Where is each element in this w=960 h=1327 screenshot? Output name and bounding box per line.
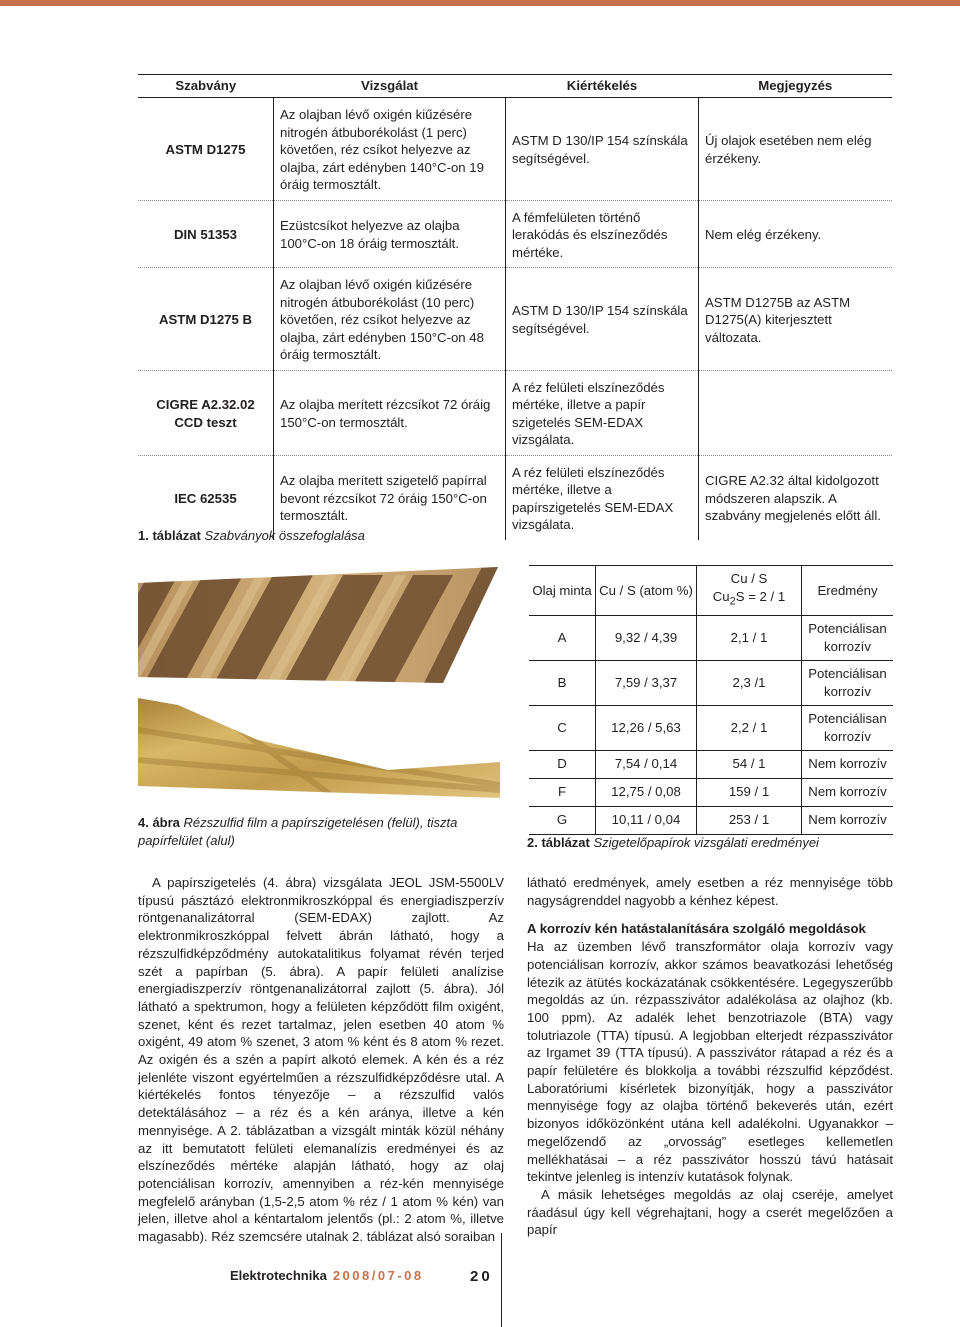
- sample-id: A: [529, 615, 596, 660]
- figure4-caption-number: 4. ábra: [138, 815, 180, 830]
- standard-name: CIGRE A2.32.02 CCD teszt: [138, 370, 274, 455]
- issue-number: 2008/07-08: [332, 1268, 424, 1283]
- body-paragraph: látható eredmények, amely esetben a réz mennyisége több nagyságrenddel nagyobb a kénhez képest.: [527, 875, 893, 908]
- test-description: Ezüstcsíkot helyezve az olajba 100°C-on 18 óráig termosztált.: [274, 200, 506, 268]
- header-cu2s-cu: Cu: [712, 588, 730, 604]
- body-paragraph: A másik lehetséges megoldás az olaj cseréje, amelyet ráadásul úgy kell végrehajtani, hogy a cserét megelőzően a papír: [527, 1186, 893, 1238]
- cu-s-atom: 12,26 / 5,63: [596, 705, 697, 750]
- header-olaj-minta: Olaj minta: [529, 566, 596, 616]
- cu-s-ratio: 253 / 1: [697, 806, 802, 834]
- cu-s-atom: 9,32 / 4,39: [596, 615, 697, 660]
- sample-id: G: [529, 806, 596, 834]
- footer-divider: [501, 1233, 502, 1327]
- result: Potenciálisan korrozív: [802, 615, 894, 660]
- header-kiertekeles: Kiértékelés: [506, 75, 699, 98]
- test-description: Az olajba merített rézcsíkot 72 óráig 150°C-on termosztált.: [274, 370, 506, 455]
- section-heading: A korrozív kén hatástalanítására szolgáló megoldások: [527, 921, 866, 937]
- table-row: [529, 806, 893, 834]
- table-row: [529, 660, 893, 705]
- standards-table-header: [138, 75, 892, 98]
- right-text-column: [527, 874, 893, 1239]
- table-row: [138, 200, 892, 268]
- page-number: 20: [470, 1268, 493, 1285]
- cu-s-ratio: 159 / 1: [697, 778, 802, 806]
- result: Nem korrozív: [802, 778, 894, 806]
- body-paragraph: Ha az üzemben lévő transzformátor olaja korrozív vagy potenciálisan korrozív, akkor számos beavatkozási lehetőség létezik az ätütés kockázatának csökkentésére. Legegyszerűbb megoldás az ún. rézpasszivátor adalékolása az olajhoz (kb. 100 ppm). Az adalék lehet benzotriazole (BTA) vagy tolutriazole (TTA) típusú. A legjobban elterjedt rézpasszivátor az Irgamet 39 (TTA típusú). A passzivátor rátapad a réz és a papír felületére és blokkolja a további rézszulfid képződést. Laboratóriumi kísérletek bizonyítják, hogy a passzivátor mennyisége fogy az olajba történő bekeverés után, ezért bizonyos időközönként utána kell adalékolni. Ugyanakkor – megelőzendő az „orvosság” esetleges kellemetlen mellékhatásai – a réz passzivátor hosszú távú hatásait tekintve jelenleg is intenzív kutatások folynak.: [527, 939, 893, 1185]
- header-szabvany: Szabvány: [138, 75, 274, 98]
- header-cu-s-ratio: [697, 566, 802, 616]
- cu-s-atom: 12,75 / 0,08: [596, 778, 697, 806]
- evaluation: A réz felületi elszíneződés mértéke, illetve a papír szigetelés SEM-EDAX vizsgálata.: [506, 370, 699, 455]
- evaluation: ASTM D 130/IP 154 színskála segítségével.: [506, 98, 699, 201]
- sample-id: D: [529, 750, 596, 778]
- journal-name: Elektrotechnika: [230, 1268, 327, 1283]
- standard-name: ASTM D1275: [138, 98, 274, 201]
- cu-s-ratio: 2,1 / 1: [697, 615, 802, 660]
- sample-id: F: [529, 778, 596, 806]
- result: Nem korrozív: [802, 806, 894, 834]
- table1-caption-number: 1. táblázat: [138, 528, 201, 543]
- header-cu2s-rest: S = 2 / 1: [735, 588, 786, 604]
- header-megjegyzes: Megjegyzés: [699, 75, 893, 98]
- cu-s-atom: 10,11 / 0,04: [596, 806, 697, 834]
- cu-s-atom: 7,54 / 0,14: [596, 750, 697, 778]
- sample-id: C: [529, 705, 596, 750]
- test-description: Az olajban lévő oxigén kiűzésére nitrogén átbuborékolást (10 perc) követően, réz csíkot helyezve az olajba, zárt edényben 150°C-on 48 óráig termosztált.: [274, 268, 506, 371]
- result: Potenciálisan korrozív: [802, 705, 894, 750]
- sample-id: B: [529, 660, 596, 705]
- result: Nem korrozív: [802, 750, 894, 778]
- figure4-caption: [138, 814, 468, 850]
- insulation-paper-results-table: [529, 565, 893, 835]
- table-row: [529, 615, 893, 660]
- table-row: [138, 98, 892, 201]
- clean-paper-image: [138, 690, 500, 800]
- table-row: [138, 370, 892, 455]
- left-text-column: [138, 874, 504, 1246]
- test-description: Az olajba merített szigetelő papírral bevont rézcsíkot 72 óráig 150°C-on termosztált.: [274, 455, 506, 540]
- standard-name: ASTM D1275 B: [138, 268, 274, 371]
- evaluation: A réz felületi elszíneződés mértéke, illetve a papírszigetelés SEM-EDAX vizsgálata.: [506, 455, 699, 540]
- result: Potenciálisan korrozív: [802, 660, 894, 705]
- table1-caption: [138, 527, 365, 545]
- remark: CIGRE A2.32 által kidolgozott módszeren alapszik. A szabvány megjelenés előtt áll.: [705, 473, 881, 524]
- table-row: [529, 778, 893, 806]
- copper-sulfide-paper-image: [138, 565, 498, 685]
- remark: ASTM D1275B az ASTM D1275(A) kiterjesztett változata.: [699, 268, 893, 371]
- standard-name: IEC 62535: [138, 455, 274, 540]
- table-row: [138, 268, 892, 371]
- evaluation: ASTM D 130/IP 154 színskála segítségével.: [506, 268, 699, 371]
- top-accent-bar: [0, 0, 960, 6]
- header-cu2s-sub: 2: [729, 595, 736, 608]
- page-footer: [230, 1268, 493, 1285]
- remark: Nem elég érzékeny.: [699, 200, 893, 268]
- table2-caption: [527, 834, 819, 852]
- header-vizsgalat: Vizsgálat: [274, 75, 506, 98]
- cu-s-atom: 7,59 / 3,37: [596, 660, 697, 705]
- table-row: [529, 705, 893, 750]
- test-description: Az olajban lévő oxigén kiűzésére nitrogén átbuborékolást (1 perc) követően, réz csíkot helyezve az olajba, zárt edényben 140°C-on 19 óráig termosztált.: [274, 98, 506, 201]
- body-paragraph: A papírszigetelés (4. ábra) vizsgálata JEOL JSM-5500LV típusú pásztázó elektronmikroszkóppal és energiadiszperzív röntgenanalizátorral (SEM-EDAX) zajlott. Az elektronmikroszkóppal felvett ábrán látható, hogy a rézszulfidképződmény autokatalitikus folyamat révén terjed szét a papírban (5. ábra). A papír felületi analízise energiadiszperzív röntgenanalizátorral zajlott (5. ábra). Jól látható a spektrumon, hogy a felületen képződött film oxigént, szenet, ként és rezet tartalmaz, jelen esetben 40 atom % oxigént, 49 atom % szenet, 3 atom % ként és 8 atom % rezet. Az oxigén és a szén a papírt alkotó elemek. A kén és a réz jelenléte viszont egyértelműen a rézszulfidképződésre utal. A kiértékelés fontos tényezője – a rézszulfid valós detektálásához – a réz és a kén aránya, illetve a kén mennyisége. A 2. táblázatban a vizsgált minták közül néhány az itt bemutatott felületi elemanalízis eredményei és az elszíneződés mértéke alapján látható, hogy az olaj potenciálisan korrozív, amennyiben a réz-kén mennyisége megfelelő arányban (1,5-2,5 atom % réz / 1 atom % kén) van jelen, illetve ahol a kéntartalom jelentős (pl.: 2 atom %, illetve magasabb). Réz szemcsére utalnak 2. táblázat alsó soraiban: [138, 875, 504, 1245]
- figure4-caption-text: Rézszulfid film a papírszigetelésen (felül), tiszta papírfelület (alul): [138, 815, 458, 848]
- standards-table: [138, 74, 892, 540]
- remark: Új olajok esetében nem elég érzékeny.: [699, 98, 893, 201]
- header-eredmeny: Eredmény: [802, 566, 894, 616]
- table2-caption-number: 2. táblázat: [527, 835, 590, 850]
- evaluation: A fémfelületen történő lerakódás és elszíneződés mértéke.: [506, 200, 699, 268]
- table2-caption-text: Szigetelőpapírok vizsgálati eredményei: [593, 835, 819, 850]
- cu-s-ratio: 2,3 /1: [697, 660, 802, 705]
- remark: [699, 370, 893, 455]
- standard-name: DIN 51353: [138, 200, 274, 268]
- cu-s-ratio: 54 / 1: [697, 750, 802, 778]
- table1-caption-text: Szabványok összefoglalása: [204, 528, 365, 543]
- header-cu-s-label: Cu / S: [730, 571, 768, 586]
- table-row: [529, 750, 893, 778]
- results-table-header: [529, 566, 893, 616]
- cu-s-ratio: 2,2 / 1: [697, 705, 802, 750]
- header-cu-s-atom: Cu / S (atom %): [596, 566, 697, 616]
